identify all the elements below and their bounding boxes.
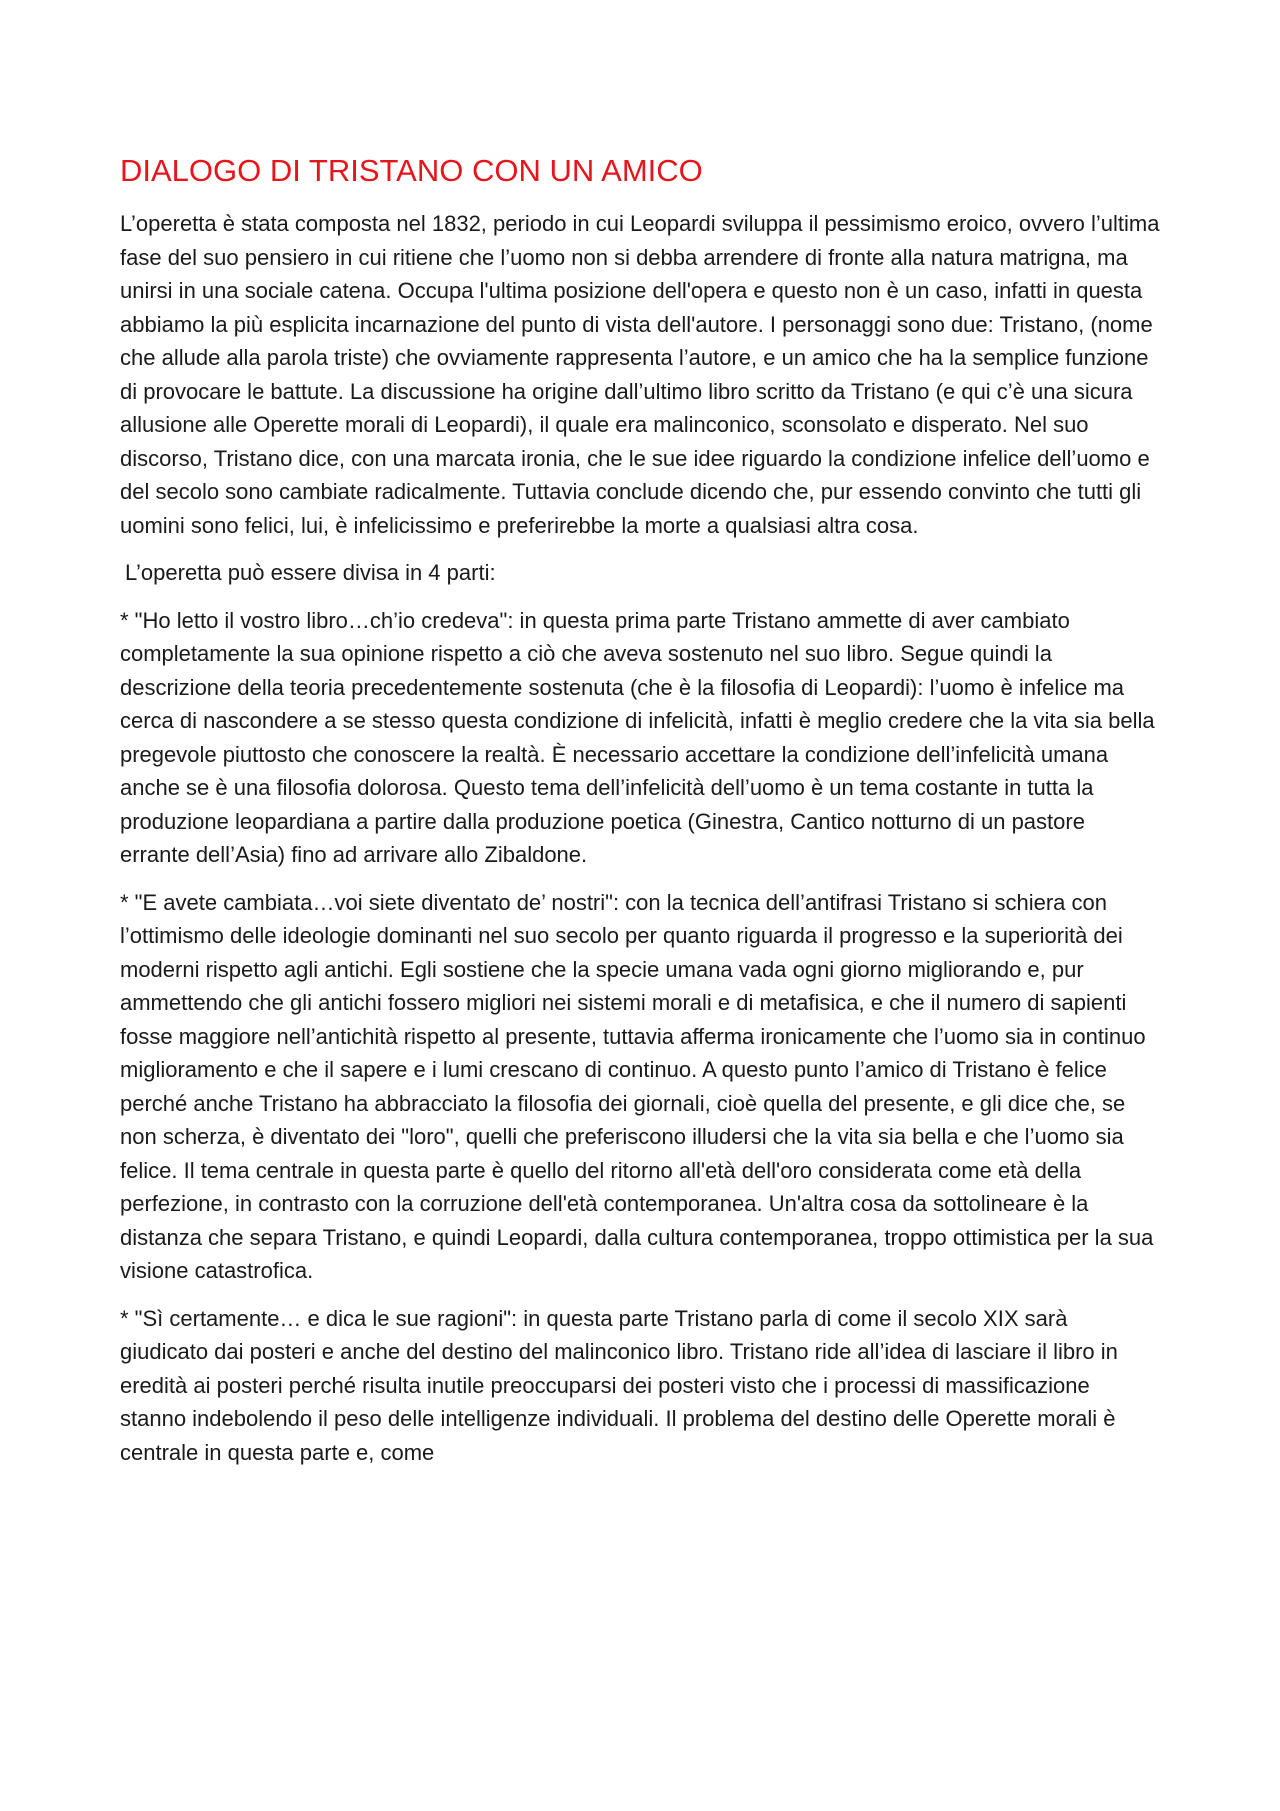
paragraph-part-1: * "Ho letto il vostro libro…ch’io credeva": in questa prima parte Tristano ammette di aver cambiato completamente la sua opinione rispetto a ciò che aveva sostenuto nel suo libro. Segue quindi la descrizione della teoria precedentemente sostenuta (che è la filosofia di Leopardi): l’uomo è infelice ma cerca di nascondere a se stesso questa condizione di infelicità, infatti è meglio credere che la vita sia bella pregevole piuttosto che conoscere la realtà. È necessario accettare la condizione dell’infelicità umana anche se è una filosofia dolorosa. Questo tema dell’infelicità dell’uomo è un tema costante in tutta la produzione leopardiana a partire dalla produzione poetica (Ginestra, Cantico notturno di un pastore errante dell’Asia) fino ad arrivare allo Zibaldone.	[120, 607, 1155, 868]
paragraph-part-3: * "Sì certamente… e dica le sue ragioni": in questa parte Tristano parla di come il secolo XIX sarà giudicato dai posteri e anche del destino del malinconico libro. Tristano ride all’idea di lasciare il libro in eredità ai posteri perché risulta inutile preoccuparsi dei posteri visto che i processi di massificazione stanno indebolendo il peso delle intelligenze individuali. Il problema del destino delle Operette morali è centrale in questa parte e, come	[120, 1305, 1118, 1465]
paragraph-part-2: * "E avete cambiata…voi siete diventato de’ nostri": con la tecnica dell’antifrasi Tristano si schiera con l’ottimismo delle ideologie dominanti nel suo secolo per quanto riguarda il progresso e la superiorità dei moderni rispetto agli antichi. Egli sostiene che la specie umana vada ogni giorno migliorando e, pur ammettendo che gli antichi fossero migliori nei sistemi morali e di metafisica, e che il numero di sapienti fosse maggiore nell’antichità rispetto al presente, tuttavia afferma ironicamente che l’uomo sia in continuo miglioramento e che il sapere e i lumi crescano di continuo. A questo punto l’amico di Tristano è felice perché anche Tristano ha abbracciato la filosofia dei giornali, cioè quella del presente, e gli dice che, se non scherza, è diventato dei "loro", quelli che preferiscono illudersi che la vita sia bella e che l’uomo sia felice. Il tema centrale in questa parte è quello del ritorno all'età dell'oro considerata come età della perfezione, in contrasto con la corruzione dell'età contemporanea. Un'altra cosa da sottolineare è la distanza che separa Tristano, e quindi Leopardi, dalla cultura contemporanea, troppo ottimistica per la sua visione catastrofica.	[120, 889, 1154, 1284]
document-body	[120, 152, 1160, 1483]
paragraph-intro: L’operetta è stata composta nel 1832, periodo in cui Leopardi sviluppa il pessimismo eroico, ovvero l’ultima fase del suo pensiero in cui ritiene che l’uomo non si debba arrendere di fronte alla natura matrigna, ma unirsi in una sociale catena. Occupa l'ultima posizione dell'opera e questo non è un caso, infatti in questa abbiamo la più esplicita incarnazione del punto di vista dell'autore. I personaggi sono due: Tristano, (nome che allude alla parola triste) che ovviamente rappresenta l’autore, e un amico che ha la semplice funzione di provocare le battute. La discussione ha origine dall’ultimo libro scritto da Tristano (e qui c’è una sicura allusione alle Operette morali di Leopardi), il quale era malinconico, sconsolato e disperato. Nel suo discorso, Tristano dice, con una marcata ironia, che le sue idee riguardo la condizione infelice dell’uomo e del secolo sono cambiate radicalmente. Tuttavia conclude dicendo che, pur essendo convinto che tutti gli uomini sono felici, lui, è infelicissimo e preferirebbe la morte a qualsiasi altra cosa.	[120, 211, 1160, 538]
paragraph-parts-intro: L’operetta può essere divisa in 4 parti:	[125, 560, 496, 586]
page-title: DIALOGO DI TRISTANO CON UN AMICO	[120, 153, 703, 188]
